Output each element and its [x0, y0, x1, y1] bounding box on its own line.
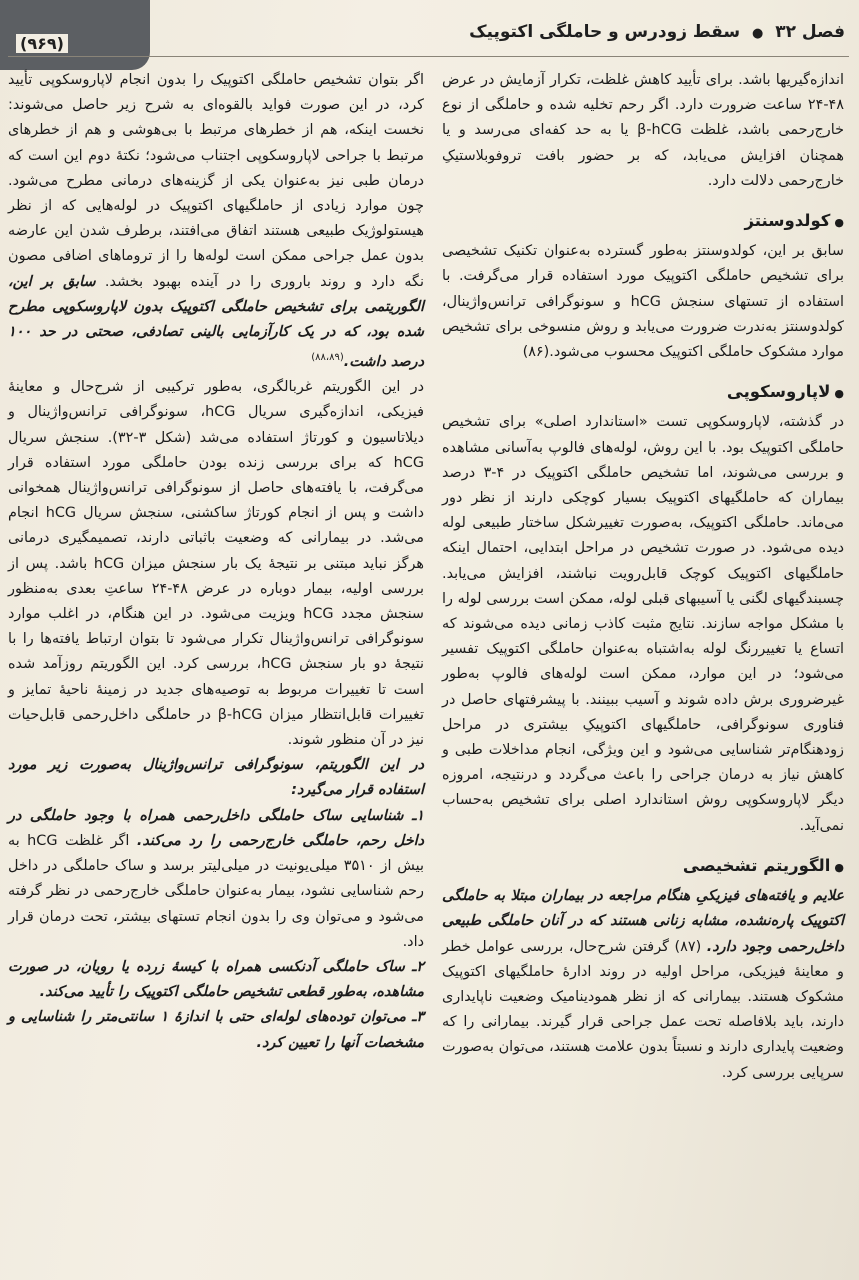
running-header: [12, 22, 845, 52]
header-divider: [8, 56, 849, 57]
laparoscopy-paragraph: در گذشته، لاپاروسکوپی تست «استاندارد اصلی» برای تشخیص حاملگی اکتوپیک بود. با این روش، لوله‌های فالوپ به‌آسانی مشاهده و بررسی می‌شوند، اما تشخیص حاملگی اکتوپیک در ۴-۳ درصد بیماران که حاملگیهای اکتوپیک بسیار کوچکی دارند از نظر دور می‌ماند. حاملگی اکتوپیک، به‌صورت تغییرشکل ساختار طبیعی لوله دیده می‌شود. در صورت تشخیص در مراحل ابتدایی، احتمال اینکه حاملگیهای اکتوپیک کوچک قابل‌رویت نباشند، افزایش می‌یابد. چسبندگیهای لگنی یا آسیبهای قبلی لوله، ممکن است بررسی لوله را با مشکل مواجه سازند. نتایج مثبت کاذب زمانی دیده می‌شوند که اتساع یا تغییررنگ لوله به‌اشتباه به‌عنوان حاملگی اکتوپیک تفسیر می‌شود؛ در این موارد، ممکن است لوله‌های فالوپ به‌طور غیرضروری برش داده شوند و آسیب ببینند. با پیشرفتهای حاصل در فناوری سونوگرافی، حاملگیهای اکتوپیکِ بیشتری در مراحل زودهنگام‌تر شناسایی می‌شود و این ویژگی، انجام مداخلات طبی و کاهش نیاز به درمان جراحی را باعث می‌گردد و درنتیجه، امروزه دیگر لاپاروسکوپی روش استاندارد اصلی برای تشخیص به‌حساب نمی‌آید.: [442, 414, 844, 834]
bullet-icon: ●: [751, 26, 764, 41]
step-1: [8, 804, 424, 955]
reference-marker: (۸۸،۸۹): [311, 352, 344, 364]
bullet-icon: ●: [834, 387, 844, 401]
chapter-title: سقط زودرس و حاملگی اکتوپیک: [469, 22, 741, 42]
chapter-label: فصل ۳۲: [775, 22, 845, 42]
section-heading-laparoscopy: [442, 379, 844, 406]
benefits-paragraph: [8, 68, 424, 375]
screening-paragraph: در این الگوریتم غربالگری، به‌طور ترکیبی از شرح‌حال و معاینهٔ فیزیکی، اندازه‌گیری سریال hCG، سونوگرافی ترانس‌واژینال و دیلاتاسیون و کورتاژ استفاده می‌شد (شکل ۳-۳۲). سنجش سریال hCG که برای بررسی زنده بودن حاملگی مورد استفاده قرار می‌گرفت، با یافته‌های حاصل از سونوگرافی ترانس‌واژینال همخوانی داشت و پس از انجام کورتاژ ساکشنی، سنجش سریال hCG انجام می‌شد. در بیمارانی که وضعیت باثباتی دارند، تصمیمگیری درمانی هرگز نباید مبتنی بر نتیجهٔ یک بار سنجش میزان hCG باشد. پس از بررسی اولیه، بیمار دوباره در عرض ۴۸-۲۴ ساعتِ بعدی به‌منظور سنجش مجدد hCG ویزیت می‌شود. در این هنگام، در اغلب موارد سونوگرافی ترانس‌واژینال تکرار می‌شود تا بتوان ارتباط یافته‌ها را با نتیجهٔ دو بار سنجش hCG، بررسی کرد. این الگوریتم روزآمد شده است تا تغییرات مربوط به توصیه‌های جدید در زمینهٔ ناحیهٔ تمایز و تغییرات قابل‌انتظار میزان β-hCG در حاملگی داخل‌رحمی قابل‌حیات نیز در آن منظور شوند.: [8, 379, 425, 749]
intro-paragraph: اندازه‌گیریها باشد. برای تأیید کاهش غلظت، تکرار آزمایش در عرض ۴۸-۲۴ ساعت ضرورت دارد. اگر رحم تخلیه شده و حاملگی از نوع خارج‌رحمی باشد، غلظت β-hCG یا به حد کفه‌ای می‌رسد و یا همچنان افزایش می‌یابد، که بر حضور بافت تروفوبلاستیکِ خارج‌رحمی دلالت دارد.: [442, 72, 845, 189]
bullet-icon: ●: [834, 216, 844, 230]
body-text: اگر بتوان تشخیص حاملگی اکتوپیک را بدون انجام لاپاروسکوپی تأیید کرد، در این صورت فواید بالقوه‌ای به شرح زیر حاصل می‌شوند: نخست اینکه، هم از خطرهای مرتبط با بی‌هوشی و هم از خطرهای مرتبط با جراحی لاپاروسکوپی اجتناب می‌شود؛ نکتهٔ دوم این است که درمان طبی نیز به‌عنوان یکی از گزینه‌های درمانی مطرح می‌شود. چون موارد زیادی از حاملگیهای اکتوپیک در لوله‌هایی که از نظر هیستولوژیک طبیعی هستند اتفاق می‌افتند، برطرف شدن این عارضه بدون عمل جراحی ممکن است لوله‌ها را از تروماهای اضافی مصون نگه دارد و روند باروری را در آینده بهبود بخشد.: [8, 72, 424, 290]
heading-text: لاپاروسکوپی: [726, 382, 831, 402]
emphasis-text: علایم و یافته‌های فیزیکیِ هنگام مراجعه در بیماران مبتلا به حاملگی اکتوپیک پاره‌نشده، مشابه زنانی هستند که در آنان حاملگی طبیعی داخل‌رحمی وجود دارد.: [442, 888, 844, 955]
ultrasound-intro: در این الگوریتم، سونوگرافی ترانس‌واژینال به‌صورت زیر مورد استفاده قرار می‌گیرد:: [8, 757, 424, 799]
section-heading-algorithm: [442, 853, 844, 880]
step-2: ۲ـ ساک حاملگی آدنکسی همراه با کیسهٔ زرده یا رویان، در صورت مشاهده، به‌طور قطعی تشخیص حاملگی اکتوپیک را تأیید می‌کند.: [8, 958, 424, 1001]
heading-text: کولدوسنتز: [744, 211, 831, 231]
step-emphasis: ۱ـ شناسایی ساک حاملگی داخل‌رحمی همراه با وجود حاملگی در داخل رحم، حاملگی خارج‌رحمی را رد می‌کند.: [8, 807, 424, 849]
step-3: ۳ـ می‌توان توده‌های لوله‌ای حتی با اندازهٔ ۱ سانتی‌متر را شناسایی و مشخصات آنها را تعیین کرد.: [8, 1009, 424, 1051]
culdocentesis-paragraph: سابق بر این، کولدوسنتز به‌طور گسترده به‌عنوان تکنیک تشخیصی برای تشخیص حاملگی اکتوپیک مورد استفاده قرار می‌گرفت. با استفاده از تستهای سنجش hCG و سونوگرافی ترانس‌واژینال، کولدوسنتز به‌ندرت ضرورت می‌یابد و روش منسوخی برای تشخیص موارد مشکوک حاملگی اکتوپیک محسوب می‌شود.(۸۶): [442, 243, 844, 361]
chapter-heading: [469, 22, 845, 42]
emphasis-text: سابق بر این، الگوریتمی برای تشخیص حاملگی اکتوپیک بدون لاپاروسکوپی مطرح شده بود، که در یک کارآزمایی بالینی تصادفی، صحتی در حد ۱۰۰ درصد داشت.: [8, 273, 424, 371]
section-heading-culdocentesis: [442, 208, 844, 235]
page-number: (۹۶۹): [16, 34, 68, 53]
body-text: (۸۷) گرفتن شرح‌حال، بررسی عوامل خطر و معاینهٔ فیزیکی، مراحل اولیه در روند ادارهٔ حاملگیهای اکتوپیک مشکوک هستند. بیمارانی که از نظر همودینامیک وضعیت ناپایداری دارند، باید بلافاصله تحت عمل جراحی قرار گیرند. بیمارانی را که وضعیت پایداری دارند و نسبتاً بدون علامت هستند، می‌توان به‌صورت سرپایی بررسی کرد.: [442, 938, 844, 1081]
step-body: اگر غلظت hCG به بیش از ۳۵۱۰ میلی‌یونیت در میلی‌لیتر برسد و ساک حاملگی در داخل رحم شناسایی نشود، بیمار به‌عنوان حاملگی خارج‌رحمی در نظر گرفته می‌شود و می‌توان وی را بدون انجام تستهای بیشتر، تحت درمان قرار داد.: [8, 832, 424, 950]
algorithm-paragraph: [442, 884, 844, 1086]
heading-text: الگوریتم تشخیصی: [682, 855, 831, 875]
right-column: [442, 68, 844, 1086]
bullet-icon: ●: [834, 860, 844, 874]
left-column: [8, 68, 424, 1056]
